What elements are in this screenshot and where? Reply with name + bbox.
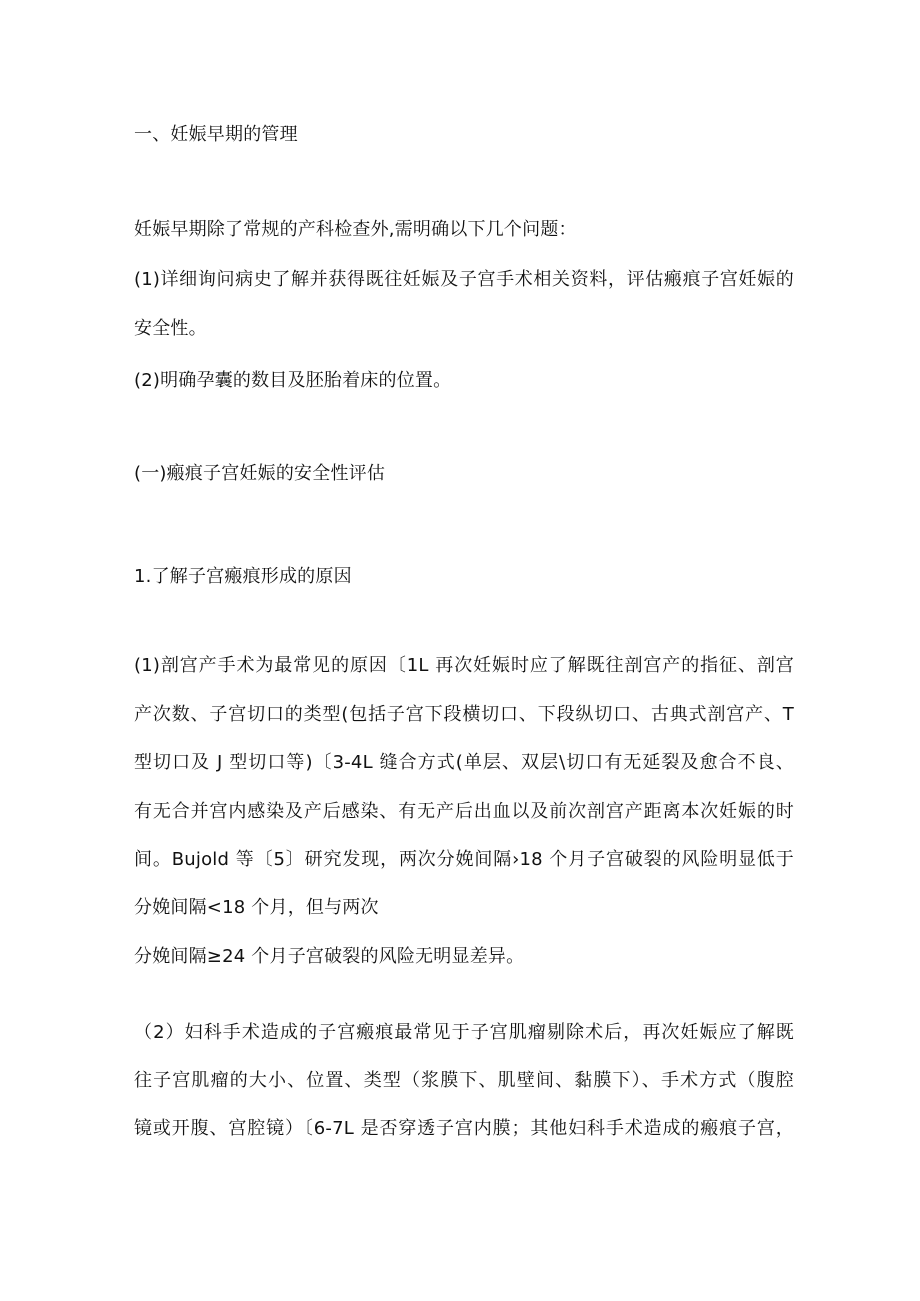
item-2: (2)明确孕囊的数目及胚胎着床的位置。	[134, 370, 452, 391]
paragraph-a-line-3: 型切口及 J 型切口等)〔3-4L 缝合方式(单层、双层\切口有无延裂及愈合不良、	[134, 752, 794, 773]
intro-paragraph: 妊娠早期除了常规的产科检查外,需明确以下几个问题：	[134, 219, 577, 240]
paragraph-a-line-5: 间。Bujold 等〔5〕研究发现，两次分娩间隔›18 个月子宫破裂的风险明显低于	[134, 849, 794, 870]
paragraph-a-continuation: 分娩间隔≥24 个月子宫破裂的风险无明显差异。	[134, 946, 525, 967]
subsection-heading-scar-causes: 1.了解子宫瘢痕形成的原因	[134, 566, 352, 587]
item-1-line-2: 安全性。	[134, 318, 207, 339]
paragraph-b-line-2: 往子宫肌瘤的大小、位置、类型（浆膜下、肌壁间、黏膜下）、手术方式（腹腔	[134, 1070, 794, 1091]
heading-early-pregnancy-management: 一、妊娠早期的管理	[134, 124, 298, 145]
paragraph-a-line-4: 有无合并宫内感染及产后感染、有无产后出血以及前次剖宫产距离本次妊娠的时	[134, 801, 794, 822]
paragraph-a-line-2: 产次数、子宫切口的类型(包括子宫下段横切口、下段纵切口、古典式剖宫产、T	[134, 704, 794, 725]
paragraph-b-line-1: （2）妇科手术造成的子宫瘢痕最常见于子宫肌瘤剔除术后，再次妊娠应了解既	[134, 1022, 794, 1043]
paragraph-a-line-1: (1)剖宫产手术为最常见的原因〔1L 再次妊娠时应了解既往剖宫产的指征、剖宫	[134, 655, 794, 676]
section-heading-safety-assessment: (一)瘢痕子宫妊娠的安全性评估	[134, 463, 386, 484]
item-1-line-1: (1)详细询问病史了解并获得既往妊娠及子宫手术相关资料，评估瘢痕子宫妊娠的	[134, 269, 794, 290]
paragraph-b-line-3: 镜或开腹、宫腔镜）〔6-7L 是否穿透子宫内膜；其他妇科手术造成的瘢痕子宫，	[134, 1118, 794, 1139]
paragraph-a-line-6: 分娩间隔<18 个月，但与两次	[134, 897, 379, 918]
